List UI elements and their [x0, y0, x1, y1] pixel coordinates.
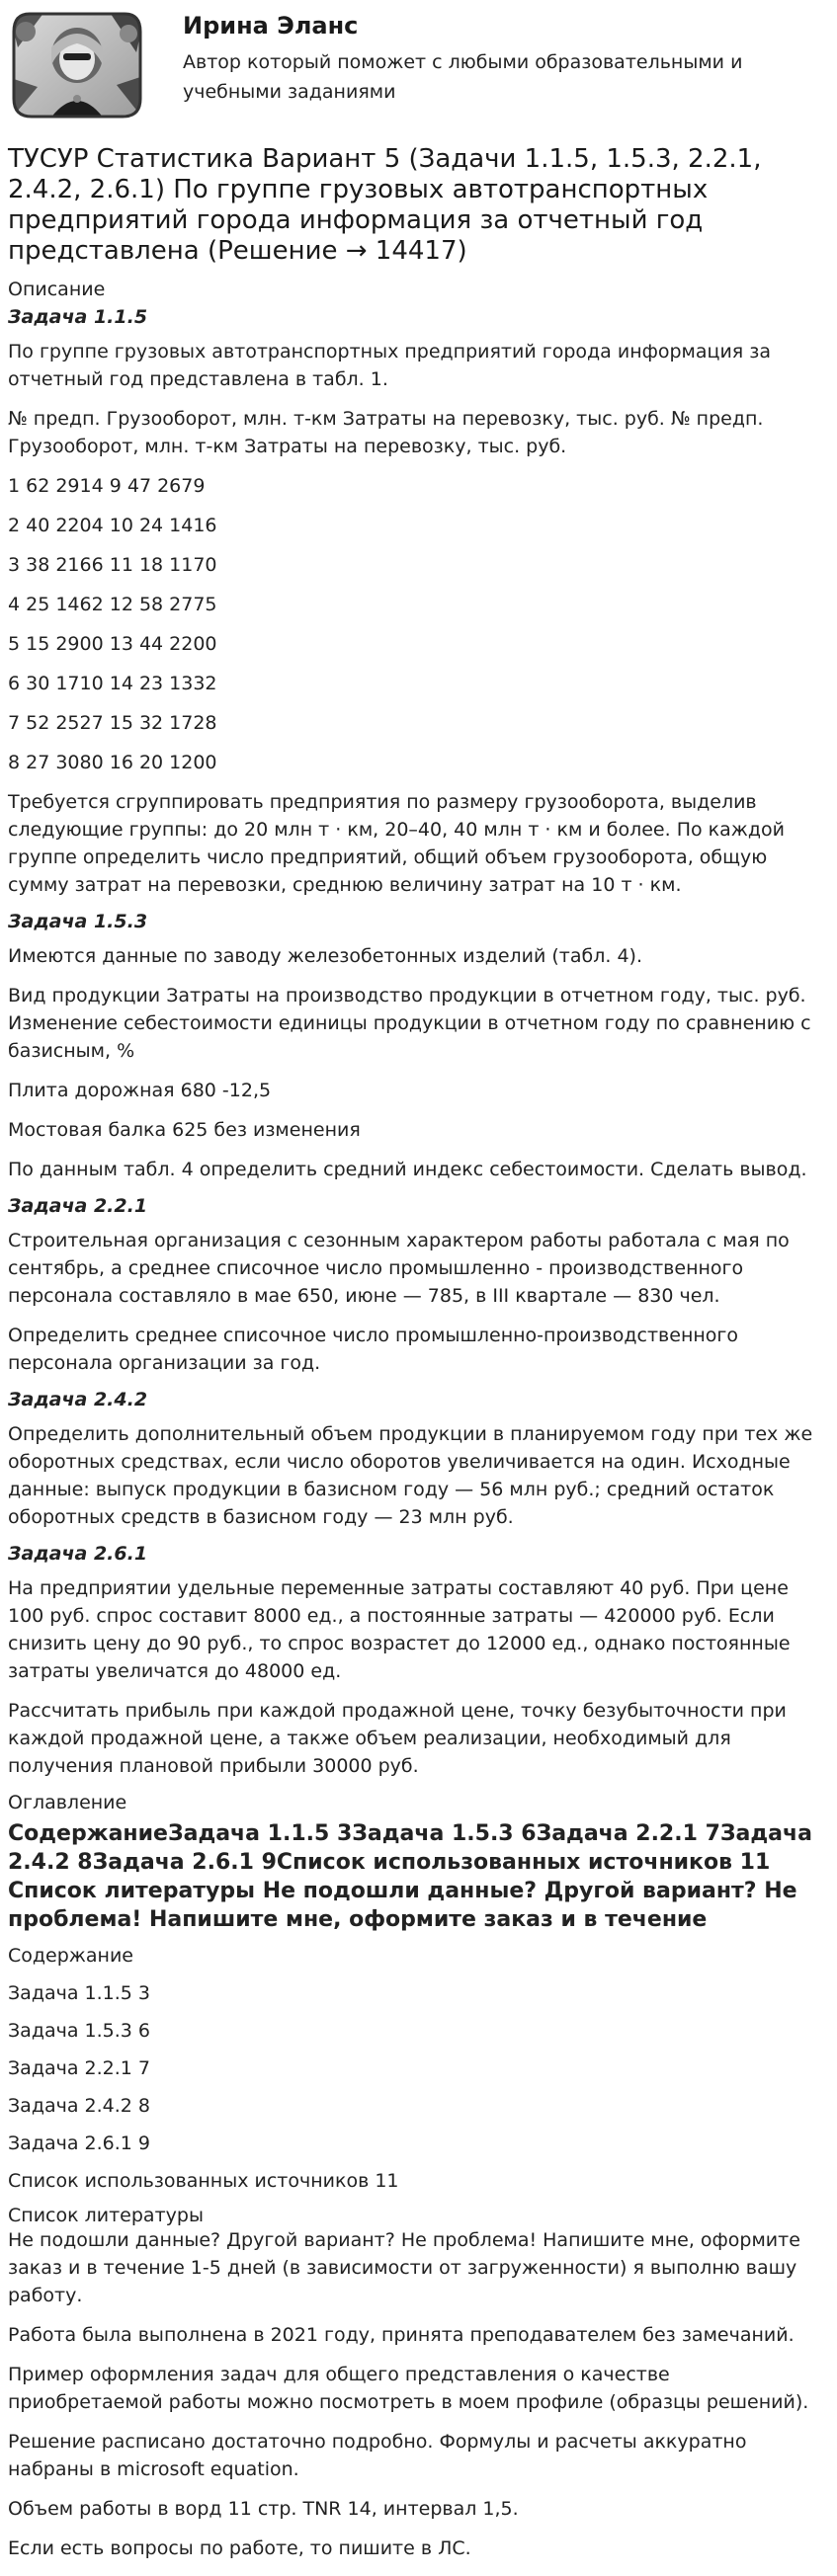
task-paragraph: Рассчитать прибыль при каждой продажной цене, точку безубыточности при каждой продажной цене, а также объем реализации, необходимый для получения плановой прибыли 30000 руб.: [8, 1700, 787, 1777]
task-heading: Задача 2.4.2: [8, 1389, 148, 1410]
author-name[interactable]: Ирина Эланс: [183, 12, 359, 40]
table-row: 8 27 3080 16 20 1200: [8, 752, 217, 773]
table-row: 2 40 2204 10 24 1416: [8, 515, 217, 536]
task-paragraph: Требуется сгруппировать предприятия по размеру грузооборота, выделив следующие группы: до 20 млн т · км, 20–40, 40 млн т · км и более. По каждой группе определить число предприятий, общий объем грузооборота, общую сумму затрат на перевозки, среднюю величину затрат на 10 т · км.: [8, 791, 785, 896]
table-row: 4 25 1462 12 58 2775: [8, 594, 217, 615]
table-row: 5 15 2900 13 44 2200: [8, 633, 217, 655]
closing-paragraph: Решение расписано достаточно подробно. Формулы и расчеты аккуратно набраны в microsoft equation.: [8, 2431, 747, 2480]
task-paragraph: По данным табл. 4 определить средний индекс себестоимости. Сделать вывод.: [8, 1159, 807, 1180]
task-paragraph: Имеются данные по заводу железобетонных изделий (табл. 4).: [8, 945, 643, 967]
toc-line: Задача 2.6.1 9: [8, 2133, 150, 2154]
closing-paragraph: Не подошли данные? Другой вариант? Не проблема! Напишите мне, оформите заказ и в течение 1-5 дней (в зависимости от загруженности) я выполню вашу работу.: [8, 2229, 800, 2306]
task-paragraph: Определить среднее списочное число промышленно-производственного персонала организации за год.: [8, 1325, 739, 1374]
closing-paragraph: Пример оформления задач для общего представления о качестве приобретаемой работы можно посмотреть в моем профиле (образцы решений).: [8, 2364, 809, 2413]
task-1-1-5: [8, 306, 829, 899]
task-heading: Задача 2.2.1: [8, 1195, 148, 1217]
task-heading: Задача 2.6.1: [8, 1543, 148, 1565]
task-heading: Задача 1.5.3: [8, 911, 148, 932]
task-paragraph: Определить дополнительный объем продукции в планируемом году при тех же оборотных средствах, если число оборотов увеличивается на один. Исходные данные: выпуск продукции в базисном году — 56 млн руб.; средний остаток оборотных средств в базисном году — 23 млн руб.: [8, 1423, 813, 1528]
description-label: Описание: [8, 279, 106, 300]
literature-label: Список литературы: [8, 2205, 204, 2226]
table-row: Мостовая балка 625 без изменения: [8, 1119, 361, 1141]
toc-label: Оглавление: [8, 1792, 127, 1813]
table-header-text: Вид продукции Затраты на производство продукции в отчетном году, тыс. руб. Изменение себестоимости единицы продукции в отчетном году по сравнению с базисным, %: [8, 985, 811, 1062]
task-heading: Задача 1.1.5: [8, 306, 148, 328]
toc-line: Задача 1.1.5 3: [8, 1982, 150, 2004]
author-header: [0, 0, 837, 132]
toc-line: Задача 2.4.2 8: [8, 2095, 150, 2117]
toc-line: Задача 2.2.1 7: [8, 2057, 150, 2079]
table-row: 1 62 2914 9 47 2679: [8, 475, 206, 497]
table-row: 7 52 2527 15 32 1728: [8, 712, 217, 734]
task-paragraph: Строительная организация с сезонным характером работы работала с мая по сентябрь, а среднее списочное число промышленно - производственного персонала составляло в мае 650, июне — 785, в III квартале — 830 чел.: [8, 1230, 790, 1307]
toc-bold-text: СодержаниеЗадача 1.1.5 3Задача 1.5.3 6Задача 2.2.1 7Задача 2.4.2 8Задача 2.6.1 9Список использованных источников 11 Список литературы Не подошли данные? Другой вариант? Не проблема! Напишите мне, оформите заказ и в течение: [8, 1821, 812, 1932]
table-row: 3 38 2166 11 18 1170: [8, 554, 217, 576]
toc-line: Содержание: [8, 1945, 133, 1967]
toc-line: Список использованных источников 11: [8, 2170, 399, 2192]
task-paragraph: По группе грузовых автотранспортных предприятий города информация за отчетный год представлена в табл. 1.: [8, 341, 772, 390]
table-header-text: № предп. Грузооборот, млн. т-км Затраты на перевозку, тыс. руб. № предп. Грузооборот, млн. т-км Затраты на перевозку, тыс. руб.: [8, 408, 764, 457]
page-title: ТУСУР Статистика Вариант 5 (Задачи 1.1.5, 1.5.3, 2.2.1, 2.4.2, 2.6.1) По группе грузовых автотранспортных предприятий города информация за отчетный год представлена (Решение → 14417): [8, 144, 762, 266]
table-row: Плита дорожная 680 -12,5: [8, 1080, 272, 1101]
table-of-contents: [8, 1792, 829, 2562]
author-avatar[interactable]: [8, 8, 146, 122]
task-2-4-2: [8, 1389, 829, 1531]
closing-paragraph: Объем работы в ворд 11 стр. TNR 14, интервал 1,5.: [8, 2498, 519, 2520]
task-2-2-1: [8, 1195, 829, 1377]
task-2-6-1: [8, 1543, 829, 1780]
task-paragraph: На предприятии удельные переменные затраты составляют 40 руб. При цене 100 руб. спрос составит 8000 ед., а постоянные затраты — 420000 руб. Если снизить цену до 90 руб., то спрос возрастет до 12000 ед., однако постоянные затраты увеличатся до 48000 ед.: [8, 1577, 791, 1682]
closing-paragraph: Работа была выполнена в 2021 году, принята преподавателем без замечаний.: [8, 2324, 795, 2346]
task-1-5-3: [8, 911, 829, 1183]
table-row: 6 30 1710 14 23 1332: [8, 673, 217, 694]
author-description: Автор который поможет с любыми образовательными и учебными заданиями: [183, 51, 743, 103]
closing-paragraph: Если есть вопросы по работе, то пишите в ЛС.: [8, 2537, 471, 2559]
toc-line: Задача 1.5.3 6: [8, 2020, 150, 2042]
